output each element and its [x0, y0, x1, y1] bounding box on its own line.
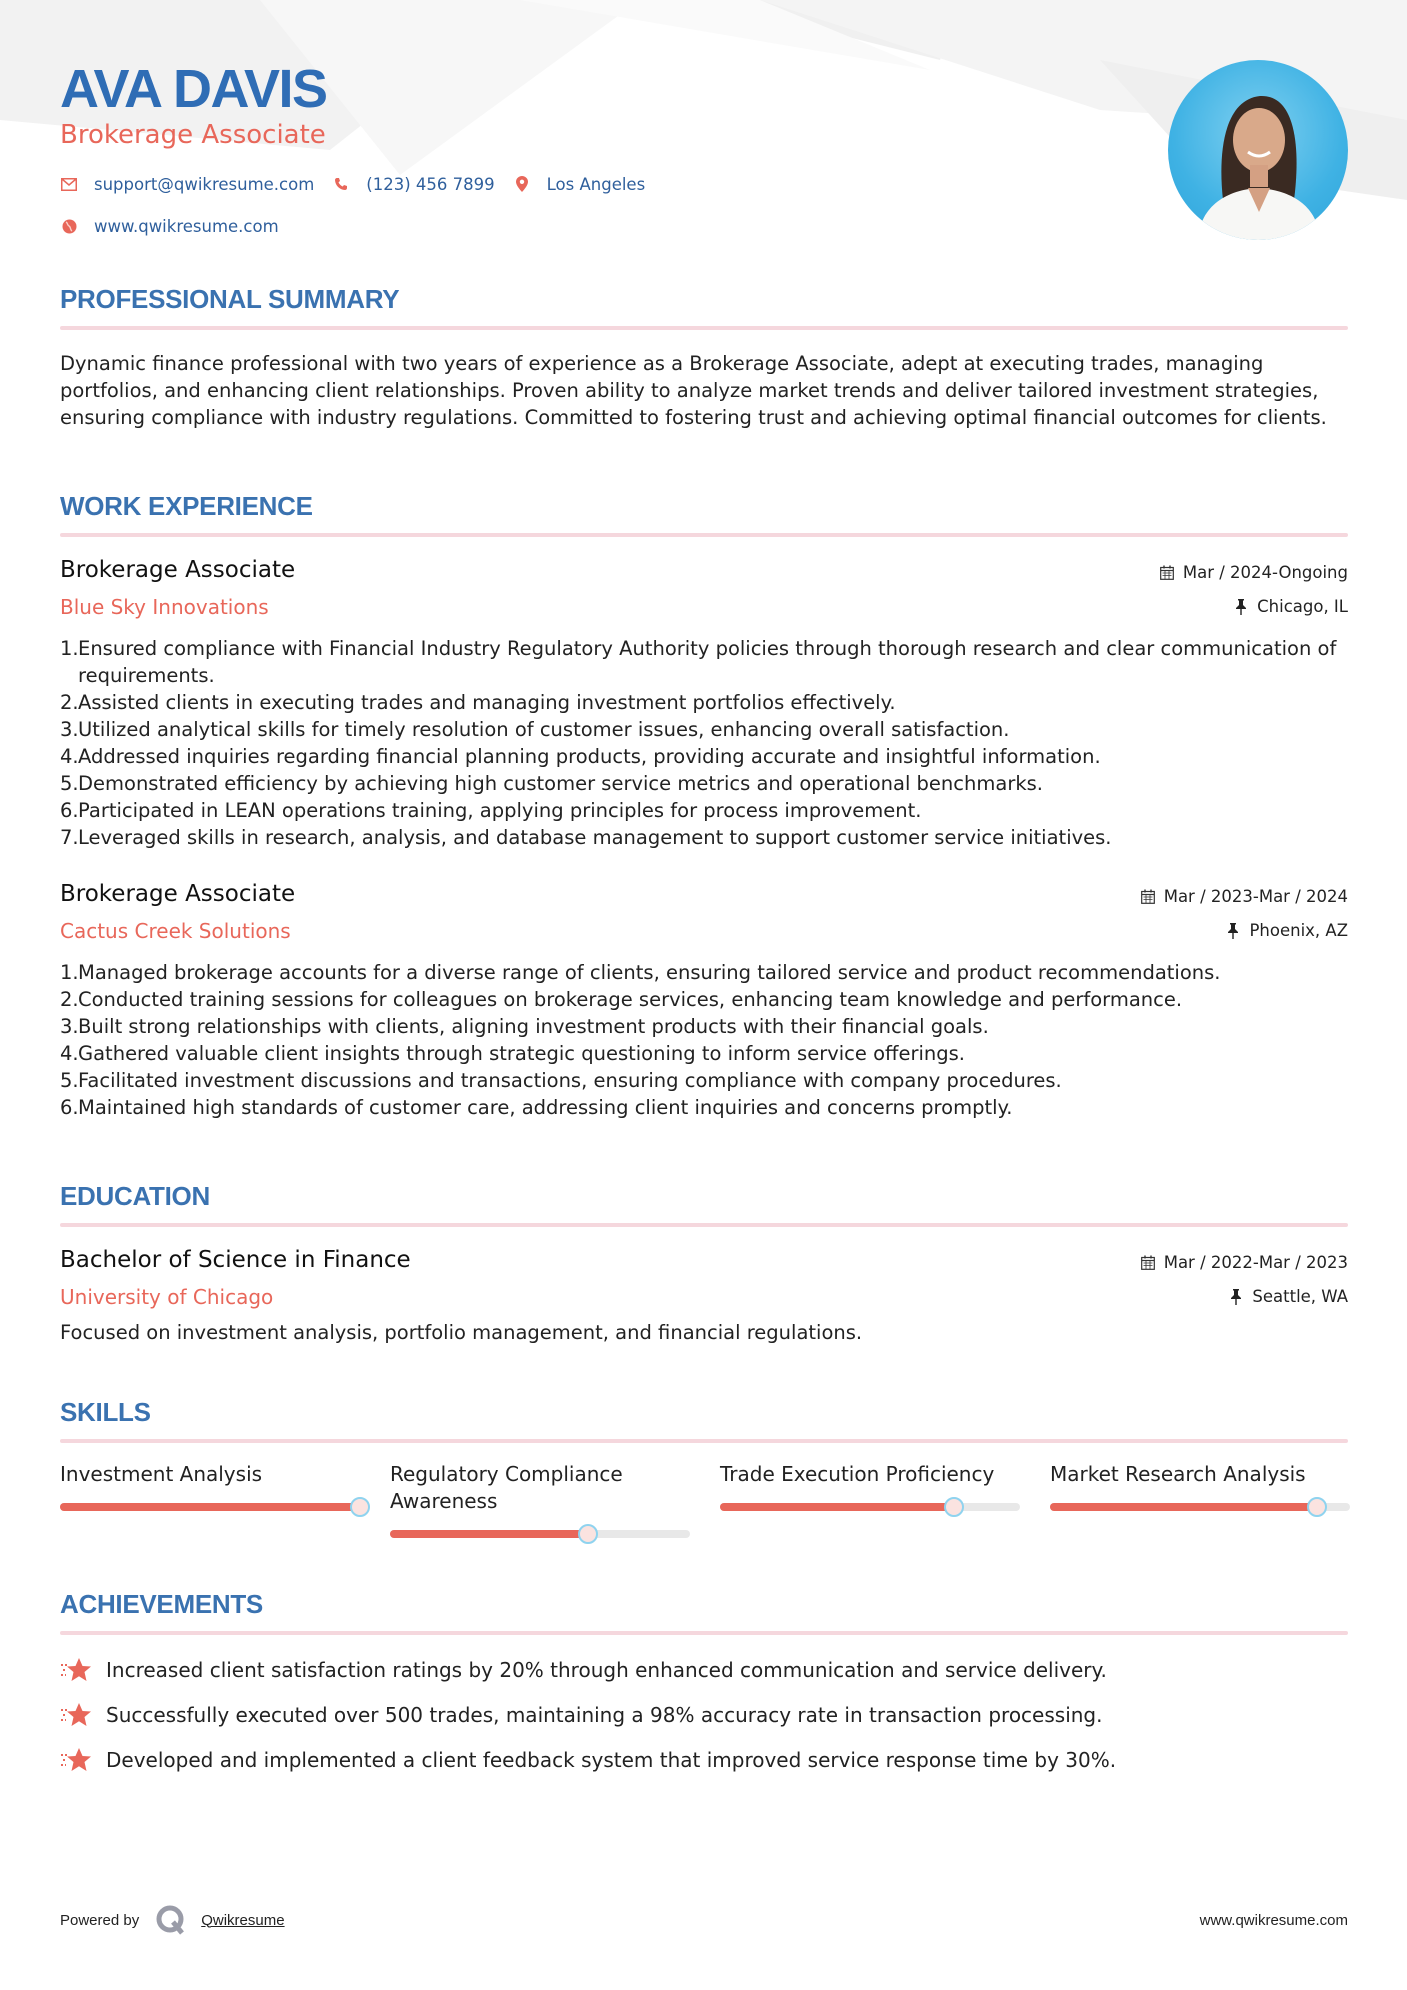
degree: Bachelor of Science in Finance	[60, 1247, 411, 1273]
contact-phone[interactable]	[332, 175, 494, 194]
list-item: 6. Maintained high standards of customer care, addressing client inquiries and concerns promptly.	[60, 1096, 1013, 1119]
powered-by	[60, 1904, 285, 1936]
list-item: 2. Assisted clients in executing trades and managing investment portfolios effectively.	[60, 691, 896, 714]
skill-knob	[350, 1497, 370, 1517]
skill-label: Regulatory Compliance Awareness	[390, 1462, 623, 1513]
candidate-title: Brokerage Associate	[60, 120, 326, 150]
section-divider	[60, 326, 1348, 330]
location-text: Los Angeles	[546, 174, 646, 194]
footer	[60, 1896, 1348, 1932]
job-date: Mar / 2024-Ongoing	[1159, 563, 1348, 582]
job-bullets	[60, 959, 1348, 1121]
skills-section	[60, 1397, 1348, 1538]
skill-knob	[944, 1497, 964, 1517]
skill-item	[720, 1461, 1020, 1538]
education-heading: EDUCATION	[60, 1181, 210, 1211]
job-location: Phoenix, AZ	[1225, 921, 1348, 940]
skill-item	[60, 1461, 360, 1538]
skill-knob	[578, 1524, 598, 1544]
pushpin-icon	[1225, 923, 1241, 939]
achievements-section	[60, 1589, 1348, 1782]
list-item: 3. Utilized analytical skills for timely resolution of customer issues, enhancing overall satisfaction.	[60, 718, 1010, 741]
star-icon	[60, 1746, 92, 1774]
summary-text: Dynamic finance professional with two years of experience as a Brokerage Associate, adept at executing trades, managing portfolios, and enhancing client relationships. Proven ability to analyze market trends and deliver tailored investment strategies, ensuring compliance with industry regulations. Committed to fostering trust and achieving optimal financial outcomes for clients.	[60, 352, 1327, 429]
skill-knob	[1307, 1497, 1327, 1517]
phone-text: (123) 456 7899	[366, 174, 495, 194]
section-divider	[60, 533, 1348, 537]
work-heading: WORK EXPERIENCE	[60, 491, 313, 521]
website-text: www.qwikresume.com	[94, 216, 279, 236]
calendar-icon	[1140, 1255, 1156, 1271]
footer-website-link[interactable]: www.qwikresume.com	[1199, 1912, 1348, 1929]
calendar-icon	[1159, 565, 1175, 581]
school: University of Chicago	[60, 1285, 274, 1309]
section-divider	[60, 1223, 1348, 1227]
map-pin-icon	[513, 175, 531, 193]
education-location: Seattle, WA	[1228, 1287, 1348, 1306]
list-item: 5. Facilitated investment discussions and transactions, ensuring compliance with company procedures.	[60, 1069, 1062, 1092]
section-divider	[60, 1439, 1348, 1443]
summary-heading: PROFESSIONAL SUMMARY	[60, 284, 400, 314]
skill-label: Trade Execution Proficiency	[720, 1462, 995, 1486]
skills-heading: SKILLS	[60, 1397, 151, 1427]
contact-info	[60, 172, 663, 256]
profile-photo	[1168, 60, 1348, 240]
qwikresume-link[interactable]: Qwikresume	[201, 1911, 285, 1929]
globe-icon	[60, 217, 78, 235]
pushpin-icon	[1233, 599, 1249, 615]
list-item: 6. Participated in LEAN operations training, applying principles for process improvement.	[60, 799, 922, 822]
email-text: support@qwikresume.com	[94, 174, 315, 194]
list-item: 2. Conducted training sessions for colleagues on brokerage services, enhancing team knowledge and performance.	[60, 988, 1183, 1011]
envelope-icon	[60, 175, 78, 193]
powered-by-label: Powered by	[60, 1911, 140, 1929]
star-icon	[60, 1656, 92, 1684]
summary-section	[60, 284, 1348, 431]
work-experience-section	[60, 491, 1348, 1121]
job-bullets	[60, 635, 1348, 851]
skill-bar	[390, 1530, 690, 1538]
skill-bar	[60, 1503, 360, 1511]
job-date: Mar / 2023-Mar / 2024	[1140, 887, 1348, 906]
list-item: 3. Built strong relationships with clients, aligning investment products with their financial goals.	[60, 1015, 989, 1038]
contact-location	[513, 175, 646, 194]
job-company: Cactus Creek Solutions	[60, 919, 291, 943]
job-title: Brokerage Associate	[60, 557, 296, 583]
skill-item	[1050, 1461, 1350, 1538]
skill-item	[390, 1461, 690, 1538]
calendar-icon	[1140, 889, 1156, 905]
achievement-item: Developed and implemented a client feedback system that improved service response time by 30%.	[60, 1737, 1348, 1782]
job-entry	[60, 881, 1348, 1121]
job-entry	[60, 557, 1348, 851]
education-description: Focused on investment analysis, portfolio management, and financial regulations.	[60, 1321, 863, 1344]
contact-email[interactable]	[60, 175, 314, 194]
education-date: Mar / 2022-Mar / 2023	[1140, 1253, 1348, 1272]
phone-icon	[332, 175, 350, 193]
job-location: Chicago, IL	[1233, 597, 1348, 616]
star-icon	[60, 1701, 92, 1729]
list-item: 1. Ensured compliance with Financial Industry Regulatory Authority policies through thorough research and clear communication of requirements.	[60, 637, 1337, 687]
skill-label: Market Research Analysis	[1050, 1462, 1306, 1486]
qwikresume-logo-icon	[155, 1904, 187, 1936]
achievements-heading: ACHIEVEMENTS	[60, 1589, 263, 1619]
skill-label: Investment Analysis	[60, 1462, 263, 1486]
candidate-name: AVA DAVIS	[60, 59, 327, 119]
achievement-item: Increased client satisfaction ratings by 20% through enhanced communication and service delivery.	[60, 1647, 1348, 1692]
education-section	[60, 1181, 1348, 1346]
job-title: Brokerage Associate	[60, 881, 296, 907]
list-item: 4. Addressed inquiries regarding financial planning products, providing accurate and insightful information.	[60, 745, 1101, 768]
list-item: 4. Gathered valuable client insights through strategic questioning to inform service offerings.	[60, 1042, 965, 1065]
list-item: 7. Leveraged skills in research, analysis, and database management to support customer service initiatives.	[60, 826, 1112, 849]
job-company: Blue Sky Innovations	[60, 595, 269, 619]
achievement-item: Successfully executed over 500 trades, maintaining a 98% accuracy rate in transaction processing.	[60, 1692, 1348, 1737]
skill-bar	[720, 1503, 1020, 1511]
list-item: 5. Demonstrated efficiency by achieving high customer service metrics and operational benchmarks.	[60, 772, 1043, 795]
contact-website[interactable]	[60, 217, 279, 236]
list-item: 1. Managed brokerage accounts for a diverse range of clients, ensuring tailored service and product recommendations.	[60, 961, 1221, 984]
pushpin-icon	[1228, 1289, 1244, 1305]
section-divider	[60, 1631, 1348, 1635]
skill-bar	[1050, 1503, 1350, 1511]
